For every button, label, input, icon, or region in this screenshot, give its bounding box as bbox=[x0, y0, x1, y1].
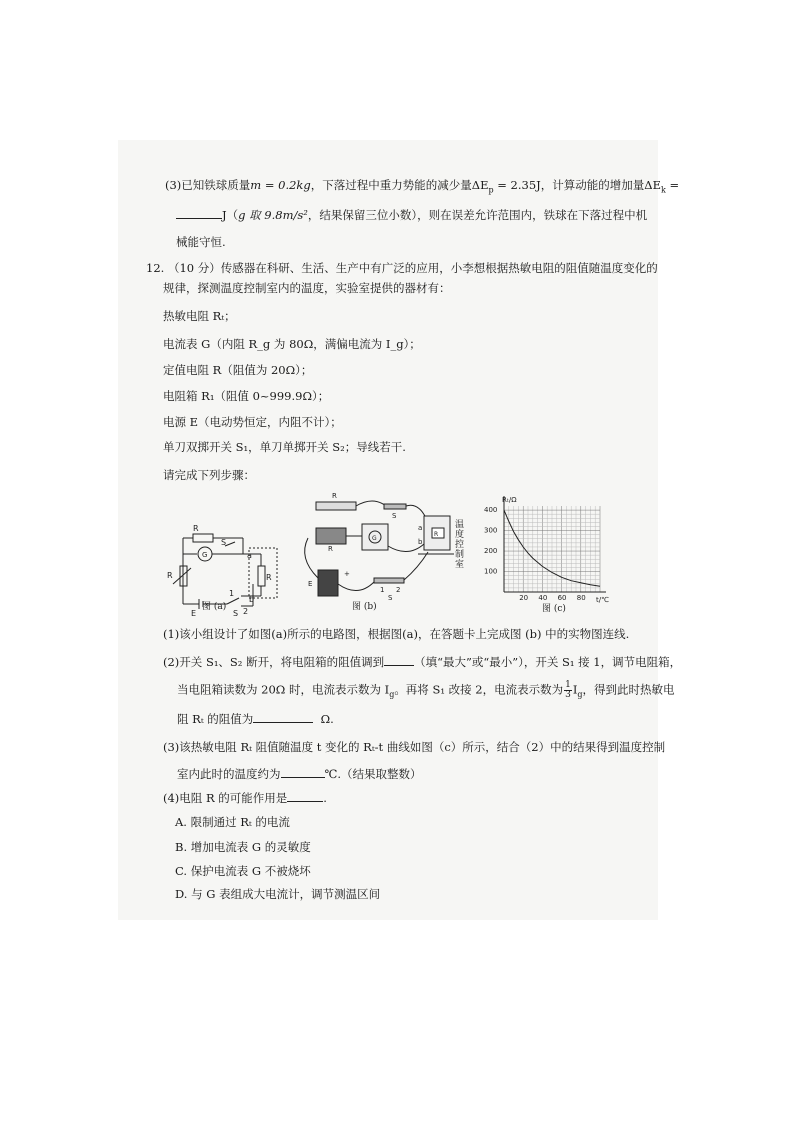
option-a[interactable]: A. 限制通过 Rₜ 的电流 bbox=[175, 815, 290, 829]
svg-text:R: R bbox=[328, 545, 333, 553]
svg-text:2: 2 bbox=[243, 607, 249, 616]
equipment-item: 定值电阻 R（阻值为 20Ω）； bbox=[163, 363, 313, 377]
svg-text:1: 1 bbox=[229, 589, 235, 598]
text: (4)电阻 R 的可能作用是 bbox=[163, 791, 288, 805]
part2-line2 bbox=[177, 681, 675, 702]
symbol: ΔE bbox=[644, 178, 661, 192]
equipment-item: 电源 E（电动势恒定，内阻不计）； bbox=[163, 415, 342, 429]
resistor-r bbox=[193, 534, 213, 542]
denominator: 3 bbox=[565, 690, 571, 700]
option-b[interactable]: B. 增加电流表 G 的灵敏度 bbox=[175, 840, 311, 854]
numerator: 1 bbox=[565, 680, 571, 690]
svg-text:G: G bbox=[202, 551, 208, 559]
y-tick-label: 200 bbox=[484, 547, 498, 556]
text: I bbox=[572, 682, 578, 697]
svg-text:G: G bbox=[372, 535, 377, 542]
text: = bbox=[665, 178, 680, 192]
answer-blank[interactable] bbox=[287, 790, 323, 802]
part2-line1 bbox=[163, 654, 681, 670]
part2-line3 bbox=[177, 711, 334, 727]
switch-s1 bbox=[227, 598, 239, 604]
q12-header: 12. （10 分）传感器在科研、生活、生产中有广泛的应用，小李想根据热敏电阻的阻值随温度变化的 bbox=[146, 261, 658, 275]
text: （填“最大”或“最小”），开关 S₁ 接 1，调节电阻箱， bbox=[414, 655, 682, 669]
answer-blank[interactable] bbox=[253, 711, 313, 723]
answer-blank[interactable] bbox=[281, 766, 325, 778]
switch-s2 bbox=[225, 542, 235, 546]
y-tick-label: 100 bbox=[484, 567, 498, 576]
figure-c-chart bbox=[480, 492, 618, 604]
part3-line2 bbox=[177, 766, 422, 782]
battery-e bbox=[318, 570, 338, 596]
figure-c-caption: 图 (c) bbox=[542, 604, 566, 614]
svg-text:R: R bbox=[167, 571, 173, 580]
text: 阻 Rₜ 的阻值为 bbox=[177, 712, 254, 726]
part3-line1: (3)该热敏电阻 Rₜ 阻值随温度 t 变化的 Rₜ-t 曲线如图（c）所示，结合（2）中的结果得到温度控制 bbox=[163, 740, 666, 754]
chamber-label-char: 控 bbox=[455, 540, 465, 550]
text: 室内此时的温度约为 bbox=[177, 767, 281, 781]
gravity-value: g 取 9.8m/s² bbox=[238, 208, 308, 222]
subscript: g bbox=[389, 689, 395, 699]
part4-line bbox=[163, 790, 327, 806]
text: (3)已知铁球质量 bbox=[165, 178, 251, 192]
text: ，结果保留三位小数），则在误差允许范围内，铁球在下落过程中机 bbox=[307, 208, 648, 222]
svg-text:S: S bbox=[221, 538, 227, 547]
svg-text:S: S bbox=[392, 512, 397, 520]
switch-s2 bbox=[384, 504, 406, 509]
svg-text:+: + bbox=[344, 570, 350, 578]
subscript: g bbox=[577, 689, 583, 699]
equipment-item: 单刀双掷开关 S₁，单刀单掷开关 S₂；导线若干. bbox=[163, 440, 406, 454]
y-axis-label: Rₜ/Ω bbox=[502, 496, 517, 504]
y-tick-label: 400 bbox=[484, 506, 498, 515]
x-tick-label: 80 bbox=[576, 594, 586, 602]
figure-b-caption: 图 (b) bbox=[352, 602, 377, 612]
option-c[interactable]: C. 保护电流表 G 不被烧坏 bbox=[175, 864, 311, 878]
q11-part3-line3: 械能守恒. bbox=[176, 235, 226, 249]
svg-text:R: R bbox=[193, 524, 199, 533]
svg-text:E: E bbox=[191, 609, 197, 618]
text: ，计算动能的增加量 bbox=[540, 178, 645, 192]
answer-blank[interactable] bbox=[176, 207, 222, 219]
svg-text:b: b bbox=[418, 538, 423, 546]
chamber-label-char: 度 bbox=[455, 530, 465, 540]
text: (2)开关 S₁、S₂ 断开，将电阻箱的阻值调到 bbox=[163, 655, 385, 669]
chart-grid bbox=[504, 506, 600, 592]
option-d[interactable]: D. 与 G 表组成大电流计，调节测温区间 bbox=[175, 887, 381, 901]
text: Ω. bbox=[320, 712, 334, 726]
subscript: p bbox=[488, 185, 494, 195]
text: ℃.（结果取整数） bbox=[324, 767, 422, 781]
svg-text:S: S bbox=[233, 609, 239, 618]
resistor-box-r1 bbox=[316, 528, 346, 544]
answer-blank[interactable] bbox=[384, 654, 414, 666]
x-axis-label: t/℃ bbox=[596, 596, 609, 604]
equipment-item: 电流表 G（内阻 R_g 为 80Ω，满偏电流为 I_g）； bbox=[163, 337, 421, 351]
part1-text: (1)该小组设计了如图(a)所示的电路图，根据图(a)，在答题卡上完成图 (b) 中的实物图连线. bbox=[163, 627, 630, 641]
chamber-label-char: 制 bbox=[455, 550, 465, 560]
svg-text:a: a bbox=[418, 524, 423, 532]
text: ，下落过程中重力势能的减少量 bbox=[310, 178, 472, 192]
mass-value: m = 0.2kg bbox=[250, 178, 311, 192]
resistor-r bbox=[316, 502, 356, 510]
text: . bbox=[323, 791, 327, 805]
svg-text:R: R bbox=[332, 492, 337, 500]
q11-part3-line1 bbox=[165, 178, 679, 197]
switch-s1 bbox=[374, 578, 404, 583]
svg-text:a: a bbox=[247, 551, 252, 560]
x-tick-label: 60 bbox=[557, 594, 567, 602]
fraction bbox=[564, 681, 572, 700]
text: 当电阻箱读数为 20Ω 时，电流表示数为 I bbox=[177, 682, 390, 697]
value: = 2.35J bbox=[493, 178, 541, 192]
svg-text:S: S bbox=[388, 594, 393, 602]
q12-header-line2: 规律，探测温度控制室内的温度，实验室提供的器材有： bbox=[163, 281, 451, 295]
chamber-label-char: 室 bbox=[455, 560, 465, 570]
svg-text:R: R bbox=[266, 573, 272, 582]
svg-text:b: b bbox=[249, 595, 255, 604]
text: 。再将 S₁ 改接 2，电流表示数为 bbox=[394, 682, 564, 697]
chart-axes bbox=[504, 496, 606, 592]
chamber-label bbox=[455, 520, 465, 570]
subscript: k bbox=[660, 185, 666, 195]
svg-text:1: 1 bbox=[380, 586, 385, 594]
equipment-item: 电阻箱 R₁（阻值 0~999.9Ω）； bbox=[163, 389, 330, 403]
svg-text:E: E bbox=[308, 580, 313, 588]
svg-text:2: 2 bbox=[396, 586, 401, 594]
svg-text:R: R bbox=[434, 531, 439, 538]
q11-part3-line2 bbox=[176, 207, 647, 223]
text: ，得到此时热敏电 bbox=[582, 682, 675, 697]
text: J（ bbox=[222, 208, 239, 222]
figure-a-caption: 图 (a) bbox=[202, 602, 227, 612]
chart-tick-labels bbox=[484, 506, 586, 602]
x-tick-label: 40 bbox=[538, 594, 548, 602]
equipment-item: 热敏电阻 Rₜ； bbox=[163, 309, 236, 323]
x-tick-label: 20 bbox=[519, 594, 529, 602]
y-tick-label: 300 bbox=[484, 526, 498, 535]
symbol: ΔE bbox=[471, 178, 489, 192]
instruction: 请完成下列步骤： bbox=[163, 468, 255, 482]
chamber-label-char: 温 bbox=[455, 520, 465, 530]
